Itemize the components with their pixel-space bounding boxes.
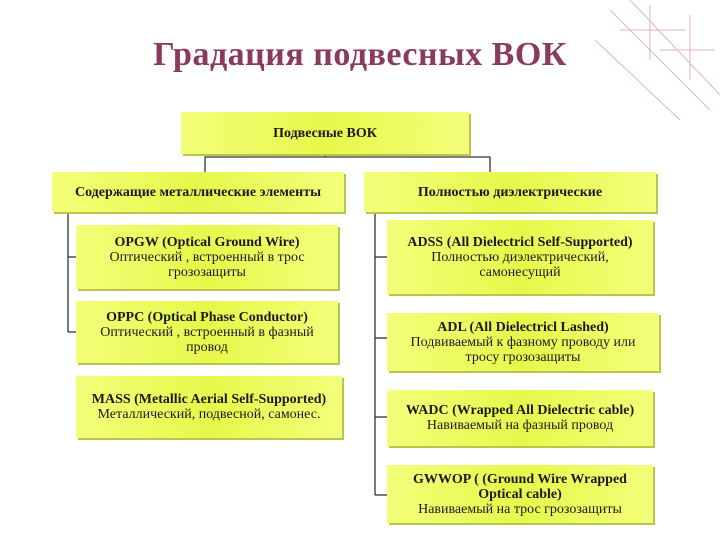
right-item-wadc — [387, 390, 653, 446]
root-node — [181, 112, 469, 154]
right-item-adss — [387, 220, 653, 294]
root-label: Подвесные ВОК — [273, 125, 377, 141]
item-name: OPGW (Optical Ground Wire) — [114, 234, 300, 250]
item-name: WADC (Wrapped All Dielectric cable) — [405, 403, 635, 418]
item-desc: Подвиваемый к фазному проводу или тросу грозозащиты — [410, 334, 636, 365]
right-item-gwwop — [387, 465, 653, 523]
right-header-label: Полностью диэлектрические — [417, 184, 603, 200]
right-category-header — [364, 172, 656, 212]
item-name: ADL (All Dielectricl Lashed) — [437, 319, 609, 335]
left-item-opgw — [76, 225, 338, 289]
item-name: MASS (Metallic Aerial Self-Supported) — [91, 392, 327, 407]
item-desc: Навиваемый на фазный провод — [426, 418, 614, 433]
left-item-mass — [76, 376, 342, 438]
left-header-label: Содержащие металлические элементы — [74, 184, 322, 200]
item-name: ADSS (All Dielectricl Self-Supported) — [407, 234, 633, 250]
right-item-adl — [387, 313, 659, 371]
item-name: OPPC (Optical Phase Conductor) — [106, 309, 308, 325]
item-desc: Оптический , встроенный в трос грозозащиты — [109, 249, 305, 280]
item-name: GWWOP ( (Ground Wire Wrapped Optical cable) — [413, 471, 627, 502]
left-category-header — [52, 172, 344, 212]
item-desc: Полностью диэлектрический, самонесущий — [431, 249, 609, 280]
left-item-oppc — [76, 301, 338, 363]
item-desc: Металлический, подвесной, самонес. — [97, 407, 321, 422]
page-title: Градация подвесных ВОК — [153, 36, 567, 73]
item-desc: Оптический , встроенный в фазный провод — [100, 324, 314, 355]
item-desc: Навиваемый на трос грозозащиты — [418, 501, 622, 517]
